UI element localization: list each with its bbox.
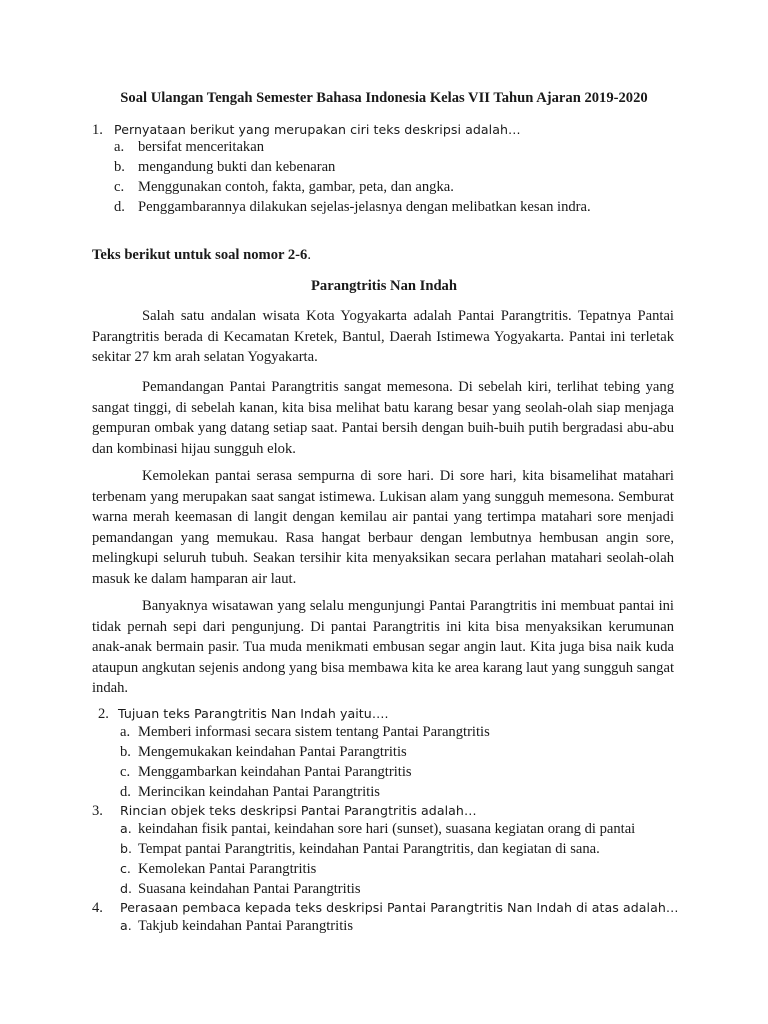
option-text: Memberi informasi secara sistem tentang Pantai Parangtritis xyxy=(138,724,490,740)
option-item xyxy=(114,197,591,217)
question-3 xyxy=(92,801,477,821)
reading-paragraph-1: Salah satu andalan wisata Kota Yogyakarta adalah Pantai Parangtritis. Tepatnya Pantai Parangtritis berada di Kecamatan Kretek, Bantul, Daerah Istimewa Yogyakarta. Pantai ini terletak sekitar 27 km arah selatan Yogyakarta. xyxy=(92,308,674,365)
option-item xyxy=(120,819,635,839)
option-letter: d. xyxy=(114,199,125,215)
reading-paragraph-3: Kemolekan pantai serasa sempurna di sore hari. Di sore hari, kita bisamelihat matahari terbenam yang merupakan saat sangat istimewa. Lukisan alam yang sungguh memesona. Semburat warna merah keemasan di langit dengan kemilau air pantai yang tertimpa matahari sore menjadi pemandangan yang memukau. Rasa hangat berbaur dengan lembutnya hembusan angin sore, melingkupi seluruh tubuh. Seakan tersihir kita menyaksikan secara perlahan matahari seolah-olah masuk ke dalam hamparan air laut. xyxy=(92,468,674,587)
option-item xyxy=(120,782,490,802)
option-item xyxy=(120,839,635,859)
option-text: Menggunakan contoh, fakta, gambar, peta, dan angka. xyxy=(138,179,454,195)
option-item xyxy=(120,762,490,782)
document-title: Soal Ulangan Tengah Semester Bahasa Indonesia Kelas VII Tahun Ajaran 2019-2020 xyxy=(120,90,648,106)
option-text: Kemolekan Pantai Parangtritis xyxy=(138,861,317,877)
question-2 xyxy=(98,704,389,724)
reading-intro-text: Teks berikut untuk soal nomor 2-6 xyxy=(92,247,308,263)
question-number: 1. xyxy=(92,122,103,138)
question-1-options xyxy=(114,137,591,217)
option-item xyxy=(114,157,591,177)
option-text: Mengemukakan keindahan Pantai Parangtritis xyxy=(138,744,407,760)
reading-intro xyxy=(92,247,311,264)
reading-paragraph-4: Banyaknya wisatawan yang selalu mengunjungi Pantai Parangtritis ini membuat pantai ini tidak pernah sepi dari pengunjung. Di pantai Parangtritis ini kita bisa menyaksikan kerumunan anak-anak bermain pasir. Tua muda menikmati embusan segar angin laut. Kita juga bisa naik kuda ataupun angkutan sejenis andong yang bisa membawa kita ke area karang laut yang sungguh sangat indah. xyxy=(92,598,674,696)
option-item xyxy=(120,722,490,742)
option-text: keindahan fisik pantai, keindahan sore hari (sunset), suasana kegiatan orang di pantai xyxy=(138,821,636,837)
option-text: Takjub keindahan Pantai Parangtritis xyxy=(138,918,353,934)
option-letter: a. xyxy=(120,918,132,933)
option-letter: c. xyxy=(114,179,125,195)
option-letter: c. xyxy=(120,764,131,780)
option-letter: a. xyxy=(120,821,132,836)
option-item xyxy=(120,742,490,762)
question-text: Perasaan pembaca kepada teks deskripsi Pantai Parangtritis Nan Indah di atas adalah… xyxy=(120,900,679,915)
question-3-options xyxy=(120,819,635,899)
option-letter: b. xyxy=(120,744,131,760)
option-letter: b. xyxy=(114,159,125,175)
option-letter: c. xyxy=(120,861,131,876)
question-4 xyxy=(92,898,679,918)
reading-paragraph-2: Pemandangan Pantai Parangtritis sangat memesona. Di sebelah kiri, terlihat tebing yang sangat tinggi, di sebelah kanan, kita bisa melihat batu karang besar yang seolah-olah siap menjaga gempuran ombak yang datang setiap saat. Pantai bersih dengan buih-buih putih bergradasi abu-abu dan kombinasi hijau sungguh elok. xyxy=(92,379,674,457)
option-letter: a. xyxy=(120,724,131,740)
question-4-options xyxy=(120,916,353,936)
option-letter: b. xyxy=(120,841,132,856)
question-number: 3. xyxy=(92,803,103,819)
option-item xyxy=(120,879,635,899)
option-item xyxy=(114,137,591,157)
option-item xyxy=(120,859,635,879)
question-number: 2. xyxy=(98,706,109,722)
option-letter: a. xyxy=(114,139,125,155)
reading-intro-period: . xyxy=(307,247,311,263)
option-item xyxy=(114,177,591,197)
option-text: Suasana keindahan Pantai Parangtritis xyxy=(138,881,361,897)
option-text: bersifat menceritakan xyxy=(138,139,265,155)
option-item xyxy=(120,916,353,936)
question-number: 4. xyxy=(92,900,103,916)
option-letter: d. xyxy=(120,784,131,800)
question-text: Tujuan teks Parangtritis Nan Indah yaitu…. xyxy=(118,706,389,721)
option-text: Merincikan keindahan Pantai Parangtritis xyxy=(138,784,380,800)
option-text: Menggambarkan keindahan Pantai Parangtritis xyxy=(138,764,412,780)
option-letter: d. xyxy=(120,881,132,896)
question-2-options xyxy=(120,722,490,802)
option-text: mengandung bukti dan kebenaran xyxy=(138,159,336,175)
option-text: Penggambarannya dilakukan sejelas-jelasnya dengan melibatkan kesan indra. xyxy=(138,199,591,215)
option-text: Tempat pantai Parangtritis, keindahan Pantai Parangtritis, dan kegiatan di sana. xyxy=(138,841,600,857)
question-text: Rincian objek teks deskripsi Pantai Parangtritis adalah… xyxy=(120,803,477,818)
question-text: Pernyataan berikut yang merupakan ciri teks deskripsi adalah… xyxy=(114,122,521,137)
reading-title: Parangtritis Nan Indah xyxy=(311,278,457,294)
